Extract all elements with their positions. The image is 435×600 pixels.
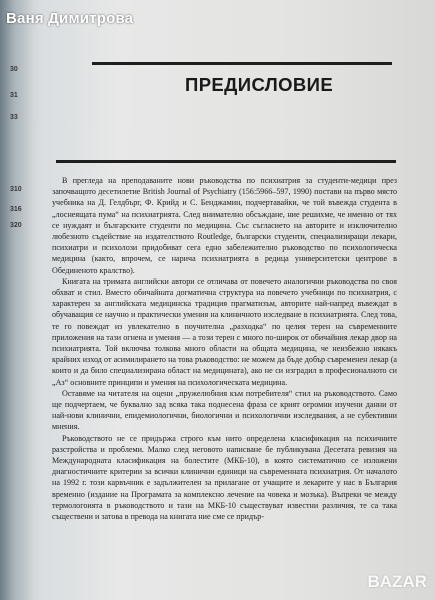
margin-mark: 33	[10, 114, 18, 121]
site-logo: BAZAR	[367, 572, 427, 591]
facing-page-edge	[0, 0, 34, 600]
margin-mark: 310	[10, 186, 22, 193]
preface-text	[52, 175, 397, 522]
title-rule-bottom	[56, 160, 396, 163]
margin-mark: 30	[10, 66, 18, 73]
margin-mark: 316	[10, 206, 22, 213]
paragraph: Книгата на тримата английски автори се отличава от повечето аналогични ръководства по своя обхват и стил. Вместо обичайната догматична структура на повечето учебници по психиатрия, с характерен за английската медицинска традиция прагматизъм, авторите най-напред въвеждат в обучаващия се научно и практически умения на клиничното изследване в психиатрията. След това, те го повеждат из увлекателно в поучителна „разходка“ по целия терен на съвременните приложения на тази огнена и умения — а този терен с много по-широк от обичайния лекар двор на психиатрията. Той включва толкова много области на общата медицина, че неизбежно някакъ крайних изход от асимилирането на това ръководство: не можем да бъде добър съвременен лекар (а които и да било специализирана област на медицината), ако не си изградил в професионалното си „Аз“ основните принципи и умения на психологическата медицина.	[52, 276, 397, 387]
paragraph: Оставяме на читателя на оцени „пружелюбния към потребителя“ стил на ръководството. Само ще подчертаем, че буквално зад всяка така поднесена фраза се крият огромни изучени данни от най-нови клинични, епидемиологични, биологични и психологични изследвания, а не субективни мнения.	[52, 388, 397, 432]
paragraph: В прегледа на преподаваните нови ръководства по психиатрия за студенти-медици през започващото десетилетие British Journal of Psychiatry (156:5966–597, 1990) постави на първо място учебника на Д. Гелдбърг, Ф. Крийд и С. Бенджамин, подчертавайки, че той въвежда студента в „лоснеящата пума“ на психиатрията. След внимателно обсъждане, ние решихме, че именно от тях се нуждаят и българските студенти по медицина. Със съгласието на авторите и изключително любезното съдействие на издателството Routledge, български студенти, специализиращи лекари, психиатри и психолози придобиват сега едно забележително ръководство по психологическа медицина (както, впрочем, се нарича психиатрията в редица университетски центрове в Обединеното кралство).	[52, 176, 397, 275]
margin-mark: 320	[10, 222, 22, 229]
page-title: ПРЕДИСЛОВИЕ	[185, 74, 334, 95]
seller-name-overlay: Ваня Димитрова	[6, 10, 134, 27]
title-rule-top	[92, 62, 392, 65]
margin-mark: 31	[10, 92, 18, 99]
paragraph: Ръководството не се придържа строго към нито определена класификация на психичните разстройства и проблеми. Малко след неговото написване бе публикувана Десетата ревизия на Международната класификация на болестите (МКБ-10), в която систематично се изложени диагностичните критерии за всички клинични единици на съвременната психиатрия. От началото на 1992 г. този карвъчник е задължителен за прилагане от учащите и лекарите у нас в България временно (издание на Програмата за комплексно лечение на човека и мозъка). Въпреки че между термологоията в ръководството и тази на МКБ-10 съществуват известни различия, те са така съществени и затова в превода на книгата ние сме се придър-	[52, 433, 397, 522]
